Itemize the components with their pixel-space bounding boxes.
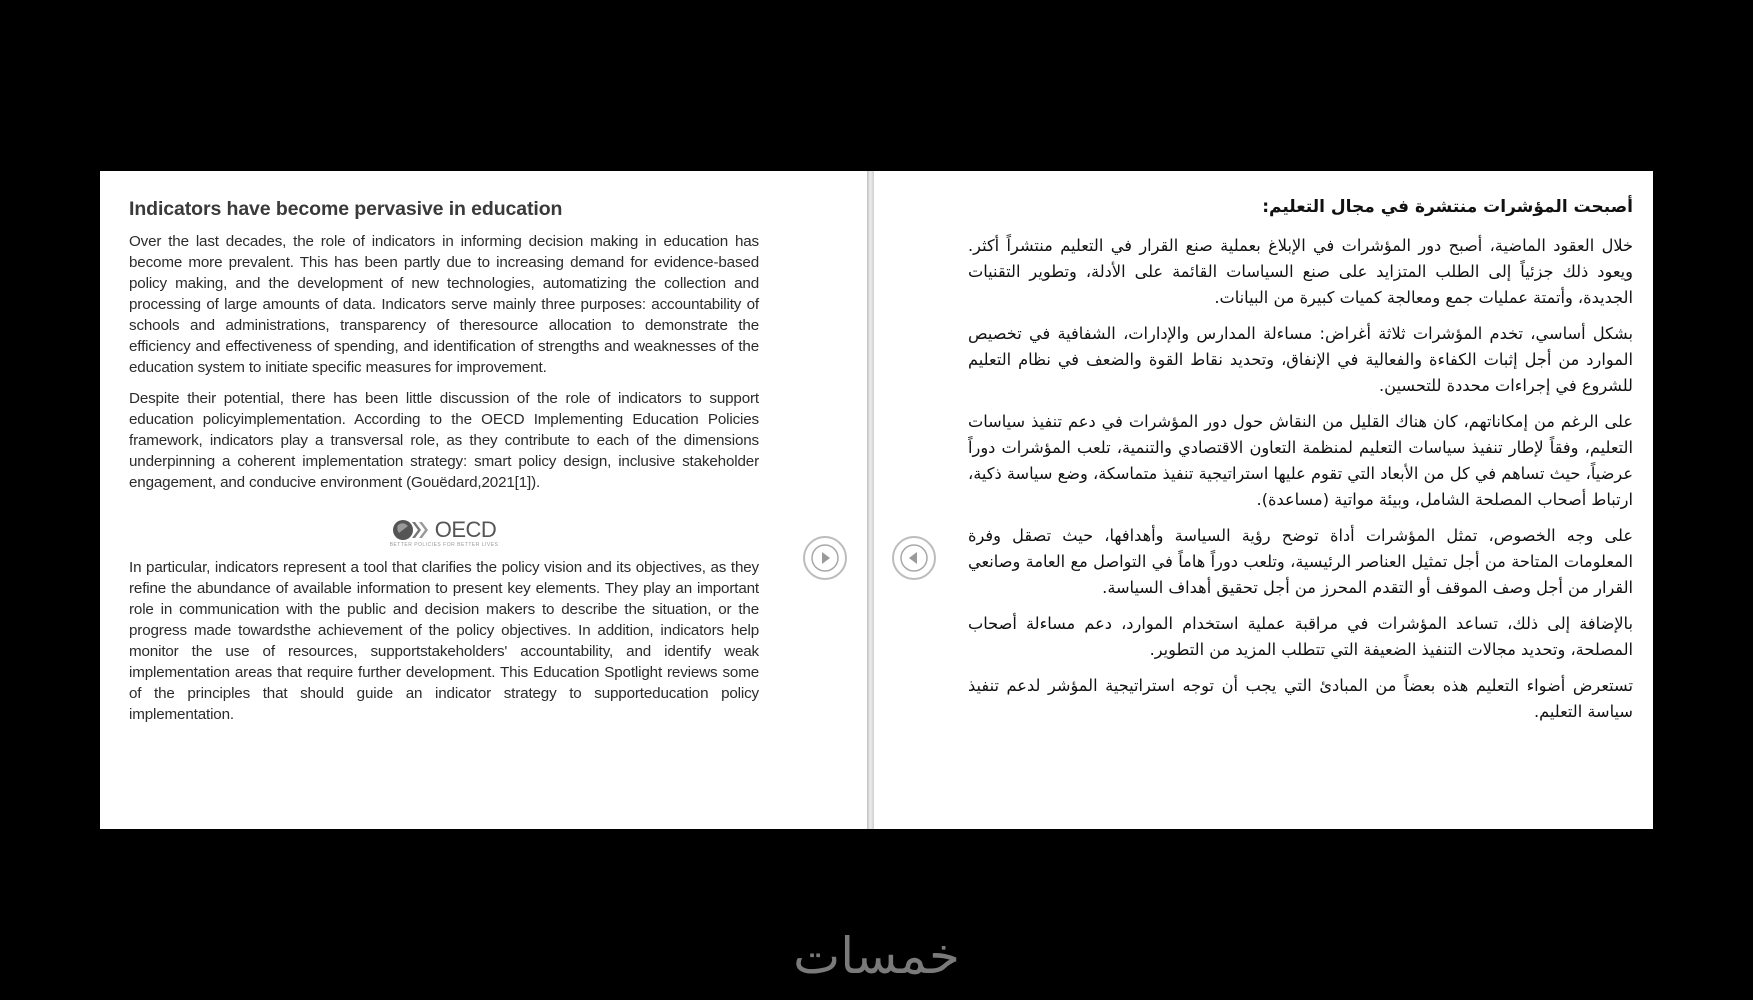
english-page bbox=[100, 171, 867, 829]
oecd-logo bbox=[129, 513, 759, 551]
play-right-icon bbox=[810, 543, 840, 573]
previous-page-button[interactable] bbox=[892, 536, 936, 580]
oecd-emblem-icon bbox=[392, 518, 432, 542]
play-left-icon bbox=[899, 543, 929, 573]
next-page-button[interactable] bbox=[803, 536, 847, 580]
english-paragraph: Over the last decades, the role of indicators in informing decision making in education has become more prevalent. This has been partly due to increasing demand for evidence-based policy making, and the development of new technologies, automatizing the collection and processing of large amounts of data. Indicators serve mainly three purposes: accountability of schools and administrations, transparency of theresource allocation to demonstrate the efficiency and effectiveness of spending, and identification of strengths and weaknesses of the education system to initiate specific measures for improvement. bbox=[129, 233, 759, 376]
english-paragraph: Despite their potential, there has been little discussion of the role of indicators to support education policyimplementation. According to the OECD Implementing Education Policies framework, indicators play a transversal role, as they contribute to each of the dimensions underpinning a coherent implementation strategy: smart policy design, inclusive stakeholder engagement, and conducive environment (Gouëdard,2021[1]). bbox=[129, 390, 759, 491]
english-content bbox=[129, 198, 759, 735]
book-spine bbox=[867, 171, 874, 829]
arabic-content bbox=[968, 197, 1633, 735]
arabic-paragraph: خلال العقود الماضية، أصبح دور المؤشرات في الإبلاغ بعملية صنع القرار في التعليم منتشراً أكثر. ويعود ذلك جزئياً إلى الطلب المتزايد على صنع السياسات القائمة على الأدلة، وتطوير التقنيات الجديدة، وأتمتة عمليات جمع ومعالجة كميات كبيرة من البيانات. bbox=[968, 236, 1633, 307]
arabic-page bbox=[874, 171, 1653, 829]
brand-watermark: خمسات bbox=[793, 927, 960, 985]
english-paragraph: In particular, indicators represent a tool that clarifies the policy vision and its objectives, as they refine the abundance of available information to present key elements. They play an important role in communication with the public and decision makers to describe the situation, or the progress made towardsthe achievement of the policy objectives. In addition, indicators help monitor the use of resources, supportstakeholders' accountability, and identify weak implementation areas that require further development. This Education Spotlight reviews some of the principles that should guide an indicator strategy to supporteducation policy implementation. bbox=[129, 559, 759, 723]
arabic-paragraph: تستعرض أضواء التعليم هذه بعضاً من المبادئ التي يجب أن توجه استراتيجية المؤشر لدعم تنفيذ سياسة التعليم. bbox=[968, 676, 1633, 721]
arabic-paragraph: بالإضافة إلى ذلك، تساعد المؤشرات في مراقبة عملية استخدام الموارد، دعم مساءلة أصحاب المصلحة، وتحديد مجالات التنفيذ الضعيفة التي تتطلب المزيد من التطوير. bbox=[968, 614, 1633, 659]
arabic-paragraph: بشكل أساسي، تخدم المؤشرات ثلاثة أغراض: مساءلة المدارس والإدارات، الشفافية في تخصيص الموارد من أجل إثبات الكفاءة والفعالية في الإنفاق، وتحديد نقاط القوة والضعف في نظام التعليم للشروع في إجراءات محددة للتحسين. bbox=[968, 324, 1633, 395]
arabic-paragraph: على الرغم من إمكاناتهم، كان هناك القليل من النقاش حول دور المؤشرات في دعم تنفيذ سياسات التعليم، وفقاً لإطار تنفيذ سياسات التعليم لمنظمة التعاون الاقتصادي والتنمية، تلعب المؤشرات دوراً عرضياً، حيث تساهم في كل من الأبعاد التي تقوم عليها استراتيجية تنفيذ متماسكة، وضع سياسة ذكية، ارتباط أصحاب المصلحة الشامل، وبيئة مواتية (مساعدة). bbox=[968, 412, 1633, 509]
oecd-wordmark: OECD bbox=[434, 516, 497, 542]
english-title: Indicators have become pervasive in education bbox=[129, 198, 563, 220]
arabic-paragraph: على وجه الخصوص، تمثل المؤشرات أداة توضح رؤية السياسة وأهدافها، حيث تصقل وفرة المعلومات المتاحة من أجل تمثيل العناصر الرئيسية، وتلعب دوراً هاماً في التواصل مع العامة وصانعي القرار من أجل وصف الموقف أو التقدم المحرز من أجل تحقيق أهداف السياسة. bbox=[968, 526, 1633, 597]
arabic-title: أصبحت المؤشرات منتشرة في مجال التعليم: bbox=[1262, 197, 1633, 217]
oecd-tagline: BETTER POLICIES FOR BETTER LIVES bbox=[389, 541, 499, 548]
